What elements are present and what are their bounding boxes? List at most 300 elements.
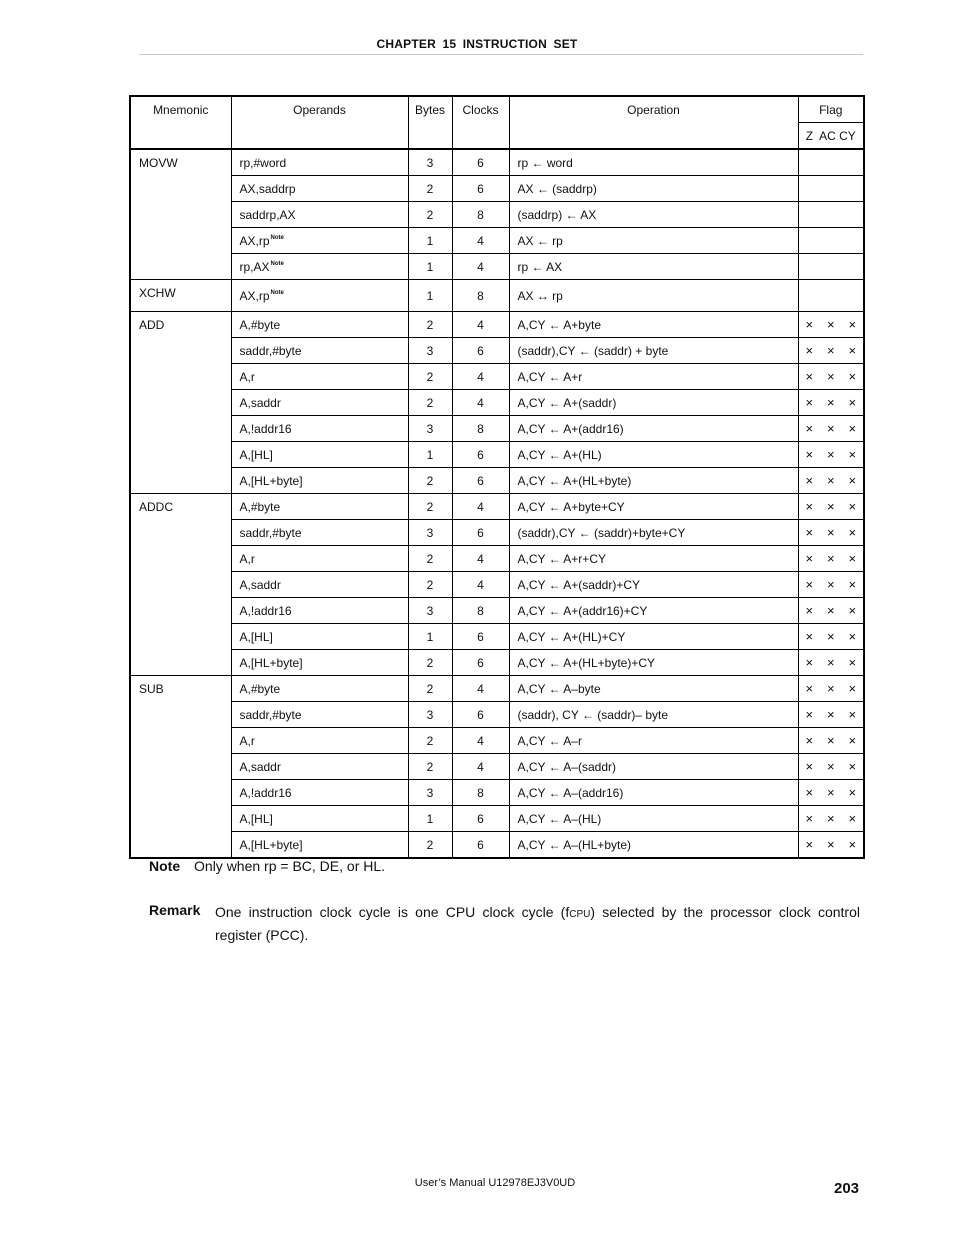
col-header-mnemonic: Mnemonic: [130, 96, 231, 149]
bytes-cell: 3: [408, 780, 452, 806]
flag-cell: [798, 149, 864, 176]
bytes-cell: 2: [408, 546, 452, 572]
bytes-cell: 3: [408, 520, 452, 546]
flag-cell: [798, 598, 864, 624]
flag-ac: ×: [826, 707, 835, 722]
operands-cell: [231, 176, 408, 202]
operands-cell: [231, 520, 408, 546]
clocks-cell: 6: [452, 806, 509, 832]
note-marker: Note: [270, 260, 284, 267]
clocks-cell: 4: [452, 228, 509, 254]
bytes-cell: 1: [408, 228, 452, 254]
bytes-cell: 3: [408, 702, 452, 728]
flag-cell: [798, 650, 864, 676]
flag-cy: ×: [848, 811, 857, 826]
flag-z: ×: [805, 577, 814, 592]
bytes-cell: 2: [408, 202, 452, 228]
flag-z: ×: [805, 655, 814, 670]
remark-text: [215, 902, 860, 946]
flag-cy: ×: [848, 629, 857, 644]
operation-cell: A,CY ← A+(saddr)+CY: [509, 572, 798, 598]
mnemonic-cell: ADDC: [130, 494, 231, 676]
operation-cell: AX ← (saddrp): [509, 176, 798, 202]
flag-z: ×: [805, 603, 814, 618]
flag-values: [799, 603, 864, 618]
operands-text: AX,rp: [239, 288, 270, 303]
table-row: [130, 364, 864, 390]
operation-cell: A,CY ← A+(HL)+CY: [509, 624, 798, 650]
flag-cy: ×: [848, 447, 857, 462]
remark-label: Remark: [149, 902, 201, 918]
operands-text: A,[HL]: [239, 811, 273, 826]
clocks-cell: 6: [452, 149, 509, 176]
bytes-cell: 1: [408, 442, 452, 468]
flag-ac: ×: [826, 499, 835, 514]
flag-cell: [798, 338, 864, 364]
operands-text: A,[HL+byte]: [239, 473, 303, 488]
flag-cell: [798, 442, 864, 468]
remark-subscript: CPU: [569, 909, 591, 920]
flag-cell: [798, 728, 864, 754]
flag-z: ×: [805, 837, 814, 852]
flag-values: [799, 551, 864, 566]
bytes-cell: 2: [408, 312, 452, 338]
operands-text: A,#byte: [239, 317, 281, 332]
clocks-cell: 6: [452, 702, 509, 728]
operands-cell: [231, 572, 408, 598]
table-row: [130, 702, 864, 728]
flag-cy: ×: [848, 655, 857, 670]
table-row: [130, 312, 864, 338]
remark-text-after: ) selected by the processor clock control register (PCC).: [215, 904, 860, 943]
table-row: [130, 780, 864, 806]
flag-cell: [798, 624, 864, 650]
flag-z: ×: [805, 629, 814, 644]
flag-values: [799, 707, 864, 722]
bytes-cell: 2: [408, 754, 452, 780]
flag-cy: ×: [848, 473, 857, 488]
operation-cell: AX ↔ rp: [509, 280, 798, 312]
flag-values: [799, 785, 864, 800]
instruction-table-body: [130, 149, 864, 858]
operands-cell: [231, 312, 408, 338]
chapter-header: CHAPTER 15 INSTRUCTION SET: [376, 37, 578, 51]
table-row: [130, 676, 864, 702]
flag-ac: ×: [826, 733, 835, 748]
operation-cell: A,CY ← A–(saddr): [509, 754, 798, 780]
table-row: [130, 754, 864, 780]
clocks-cell: 4: [452, 754, 509, 780]
operands-cell: [231, 806, 408, 832]
flag-cy: ×: [848, 785, 857, 800]
flag-values: [799, 629, 864, 644]
flag-cy: ×: [848, 577, 857, 592]
flag-ac: ×: [826, 473, 835, 488]
header-divider: [139, 54, 863, 55]
bytes-cell: 3: [408, 598, 452, 624]
table-note: [149, 858, 385, 874]
operands-text: A,[HL+byte]: [239, 837, 303, 852]
mnemonic-cell: SUB: [130, 676, 231, 859]
table-row: [130, 280, 864, 312]
operands-text: rp,#word: [239, 155, 287, 170]
operands-cell: [231, 702, 408, 728]
operands-cell: [231, 228, 408, 254]
bytes-cell: 2: [408, 676, 452, 702]
table-row: [130, 728, 864, 754]
operands-text: saddrp,AX: [239, 207, 296, 222]
table-row: [130, 598, 864, 624]
flag-z: ×: [805, 551, 814, 566]
flag-ac: ×: [826, 343, 835, 358]
flag-ac: ×: [826, 447, 835, 462]
flag-cell: [798, 416, 864, 442]
col-header-flag: Flag: [798, 96, 864, 123]
operands-text: A,saddr: [239, 759, 281, 774]
operands-cell: [231, 338, 408, 364]
flag-ac: ×: [826, 681, 835, 696]
mnemonic-cell: ADD: [130, 312, 231, 494]
col-header-clocks: Clocks: [452, 96, 509, 149]
table-row: [130, 832, 864, 859]
flag-cy: ×: [848, 681, 857, 696]
operands-cell: [231, 832, 408, 859]
flag-z: ×: [805, 421, 814, 436]
operands-cell: [231, 546, 408, 572]
clocks-cell: 6: [452, 520, 509, 546]
operation-cell: rp ← AX: [509, 254, 798, 280]
flag-ac: ×: [826, 603, 835, 618]
flag-cell: [798, 364, 864, 390]
operation-cell: A,CY ← A+(HL): [509, 442, 798, 468]
operation-cell: A,CY ← A–byte: [509, 676, 798, 702]
operands-text: AX,saddrp: [239, 181, 296, 196]
bytes-cell: 2: [408, 832, 452, 859]
operation-cell: A,CY ← A+(addr16)+CY: [509, 598, 798, 624]
bytes-cell: 2: [408, 364, 452, 390]
flag-values: [799, 811, 864, 826]
flag-cell: [798, 676, 864, 702]
flag-ac: ×: [826, 811, 835, 826]
bytes-cell: 1: [408, 254, 452, 280]
flag-cell: [798, 572, 864, 598]
flag-z: ×: [805, 759, 814, 774]
flag-cell: [798, 390, 864, 416]
flag-cell: [798, 254, 864, 280]
clocks-cell: 6: [452, 832, 509, 859]
bytes-cell: 2: [408, 572, 452, 598]
operation-cell: (saddr),CY ← (saddr) + byte: [509, 338, 798, 364]
operands-cell: [231, 624, 408, 650]
flag-cell: [798, 494, 864, 520]
table-row: [130, 650, 864, 676]
flag-z: ×: [805, 785, 814, 800]
table-row: [130, 338, 864, 364]
flag-ac: ×: [826, 785, 835, 800]
flag-values: [799, 369, 864, 384]
operands-cell: [231, 442, 408, 468]
mnemonic-cell: XCHW: [130, 280, 231, 312]
flag-z: ×: [805, 447, 814, 462]
operation-cell: AX ← rp: [509, 228, 798, 254]
flag-cell: [798, 806, 864, 832]
operands-text: A,!addr16: [239, 603, 292, 618]
bytes-cell: 1: [408, 280, 452, 312]
flag-z: ×: [805, 369, 814, 384]
flag-values: [799, 837, 864, 852]
flag-values: [799, 447, 864, 462]
flag-values: [799, 655, 864, 670]
flag-cy: ×: [848, 499, 857, 514]
operands-text: A,r: [239, 551, 255, 566]
operation-cell: A,CY ← A+byte+CY: [509, 494, 798, 520]
bytes-cell: 3: [408, 149, 452, 176]
flag-z: ×: [805, 343, 814, 358]
clocks-cell: 4: [452, 494, 509, 520]
instruction-table: [129, 95, 865, 859]
table-row: [130, 624, 864, 650]
table-row: [130, 176, 864, 202]
table-row: [130, 442, 864, 468]
operands-cell: [231, 149, 408, 176]
table-row: [130, 202, 864, 228]
clocks-cell: 4: [452, 364, 509, 390]
clocks-cell: 4: [452, 572, 509, 598]
operation-cell: A,CY ← A+(saddr): [509, 390, 798, 416]
flag-cy: ×: [848, 525, 857, 540]
flag-z: ×: [805, 733, 814, 748]
clocks-cell: 4: [452, 390, 509, 416]
bytes-cell: 2: [408, 494, 452, 520]
operands-text: A,#byte: [239, 681, 281, 696]
flag-values: [799, 499, 864, 514]
flag-z: ×: [805, 707, 814, 722]
flag-cell: [798, 702, 864, 728]
clocks-cell: 6: [452, 338, 509, 364]
flag-cy: ×: [848, 759, 857, 774]
flag-cell: [798, 832, 864, 859]
flag-ac: ×: [826, 421, 835, 436]
operands-text: A,[HL]: [239, 629, 273, 644]
footer-manual-id: User’s Manual U12978EJ3V0UD: [414, 1177, 576, 1189]
operation-cell: A,CY ← A+r: [509, 364, 798, 390]
flag-values: [799, 681, 864, 696]
operands-cell: [231, 676, 408, 702]
table-row: [130, 572, 864, 598]
operation-cell: A,CY ← A+r+CY: [509, 546, 798, 572]
flag-z: ×: [805, 681, 814, 696]
operation-cell: (saddr),CY ← (saddr)+byte+CY: [509, 520, 798, 546]
flag-cy: ×: [848, 733, 857, 748]
operands-text: A,[HL+byte]: [239, 655, 303, 670]
bytes-cell: 1: [408, 624, 452, 650]
flag-cell: [798, 202, 864, 228]
note-text: Only when rp = BC, DE, or HL.: [194, 858, 386, 874]
col-header-operands: Operands: [231, 96, 408, 149]
clocks-cell: 6: [452, 650, 509, 676]
flag-ac: ×: [826, 551, 835, 566]
flag-ac: ×: [826, 629, 835, 644]
bytes-cell: 1: [408, 806, 452, 832]
bytes-cell: 2: [408, 650, 452, 676]
table-row: [130, 416, 864, 442]
operands-text: A,r: [239, 369, 255, 384]
flag-cy: ×: [848, 395, 857, 410]
operands-cell: [231, 364, 408, 390]
flag-cell: [798, 754, 864, 780]
bytes-cell: 3: [408, 416, 452, 442]
clocks-cell: 6: [452, 176, 509, 202]
flag-cy: ×: [848, 551, 857, 566]
clocks-cell: 4: [452, 312, 509, 338]
operation-cell: A,CY ← A–r: [509, 728, 798, 754]
clocks-cell: 8: [452, 202, 509, 228]
flag-cell: [798, 546, 864, 572]
table-row: [130, 149, 864, 176]
flag-ac: ×: [826, 759, 835, 774]
operation-cell: A,CY ← A+(HL+byte)+CY: [509, 650, 798, 676]
mnemonic-cell: MOVW: [130, 149, 231, 280]
flag-cell: [798, 520, 864, 546]
flag-values: [799, 421, 864, 436]
operation-cell: A,CY ← A+(addr16): [509, 416, 798, 442]
bytes-cell: 2: [408, 390, 452, 416]
clocks-cell: 8: [452, 280, 509, 312]
operands-text: A,!addr16: [239, 421, 292, 436]
flag-cell: [798, 312, 864, 338]
remark-text-before: One instruction clock cycle is one CPU clock cycle (f: [215, 904, 570, 920]
operation-cell: A,CY ← A–(addr16): [509, 780, 798, 806]
flag-values: [799, 473, 864, 488]
flag-cy: ×: [848, 343, 857, 358]
flag-ac: ×: [826, 577, 835, 592]
flag-ac: ×: [826, 317, 835, 332]
flag-cy: ×: [848, 421, 857, 436]
clocks-cell: 4: [452, 254, 509, 280]
flag-z: ×: [805, 499, 814, 514]
operands-text: A,saddr: [239, 395, 281, 410]
table-row: [130, 390, 864, 416]
flag-z: ×: [805, 473, 814, 488]
note-marker: Note: [270, 289, 284, 296]
flag-values: [799, 395, 864, 410]
operands-cell: [231, 494, 408, 520]
flag-cy: ×: [848, 369, 857, 384]
clocks-cell: 8: [452, 416, 509, 442]
note-marker: Note: [270, 234, 284, 241]
operands-text: A,saddr: [239, 577, 281, 592]
flag-cy: ×: [848, 837, 857, 852]
page-number: 203: [834, 1180, 860, 1197]
flag-cy: ×: [848, 707, 857, 722]
table-row: [130, 546, 864, 572]
flag-values: [799, 525, 864, 540]
operands-text: A,r: [239, 733, 255, 748]
operation-cell: A,CY ← A+(HL+byte): [509, 468, 798, 494]
flag-z: ×: [805, 525, 814, 540]
flag-z: ×: [805, 811, 814, 826]
note-label: Note: [149, 858, 181, 874]
flag-values: [799, 733, 864, 748]
flag-cell: [798, 280, 864, 312]
flag-values: [799, 759, 864, 774]
clocks-cell: 8: [452, 780, 509, 806]
flag-cell: [798, 468, 864, 494]
flag-ac: ×: [826, 369, 835, 384]
operands-cell: [231, 468, 408, 494]
operands-cell: [231, 416, 408, 442]
table-row: [130, 468, 864, 494]
operands-text: A,#byte: [239, 499, 281, 514]
operation-cell: A,CY ← A+byte: [509, 312, 798, 338]
flag-z: ×: [805, 317, 814, 332]
bytes-cell: 2: [408, 728, 452, 754]
flag-values: [799, 343, 864, 358]
clocks-cell: 6: [452, 624, 509, 650]
table-row: [130, 494, 864, 520]
flag-cy: ×: [848, 603, 857, 618]
col-header-bytes: Bytes: [408, 96, 452, 149]
clocks-cell: 4: [452, 676, 509, 702]
bytes-cell: 2: [408, 176, 452, 202]
operands-cell: [231, 202, 408, 228]
operands-cell: [231, 650, 408, 676]
operands-text: A,[HL]: [239, 447, 273, 462]
flag-values: [799, 317, 864, 332]
clocks-cell: 6: [452, 468, 509, 494]
flag-values: [799, 577, 864, 592]
operands-text: A,!addr16: [239, 785, 292, 800]
operands-text: saddr,#byte: [239, 525, 302, 540]
table-row: [130, 806, 864, 832]
table-row: [130, 228, 864, 254]
operation-cell: A,CY ← A–(HL+byte): [509, 832, 798, 859]
operation-cell: rp ← word: [509, 149, 798, 176]
operands-cell: [231, 598, 408, 624]
clocks-cell: 4: [452, 728, 509, 754]
flag-cell: [798, 176, 864, 202]
operands-cell: [231, 728, 408, 754]
flag-ac: ×: [826, 655, 835, 670]
flag-ac: ×: [826, 395, 835, 410]
operands-cell: [231, 780, 408, 806]
table-row: [130, 254, 864, 280]
flag-ac: ×: [826, 525, 835, 540]
clocks-cell: 6: [452, 442, 509, 468]
operands-cell: [231, 280, 408, 312]
operands-cell: [231, 754, 408, 780]
bytes-cell: 2: [408, 468, 452, 494]
operation-cell: A,CY ← A–(HL): [509, 806, 798, 832]
operands-cell: [231, 390, 408, 416]
flag-cell: [798, 780, 864, 806]
operation-cell: (saddr), CY ← (saddr)– byte: [509, 702, 798, 728]
operands-text: saddr,#byte: [239, 343, 302, 358]
col-header-operation: Operation: [509, 96, 798, 149]
operands-text: saddr,#byte: [239, 707, 302, 722]
bytes-cell: 3: [408, 338, 452, 364]
col-header-flag-names: Z AC CY: [798, 123, 864, 150]
flag-cy: ×: [848, 317, 857, 332]
clocks-cell: 4: [452, 546, 509, 572]
operation-cell: (saddrp) ← AX: [509, 202, 798, 228]
flag-cell: [798, 228, 864, 254]
clocks-cell: 8: [452, 598, 509, 624]
flag-z: ×: [805, 395, 814, 410]
operands-text: AX,rp: [239, 233, 270, 248]
flag-ac: ×: [826, 837, 835, 852]
operands-text: rp,AX: [239, 259, 270, 274]
